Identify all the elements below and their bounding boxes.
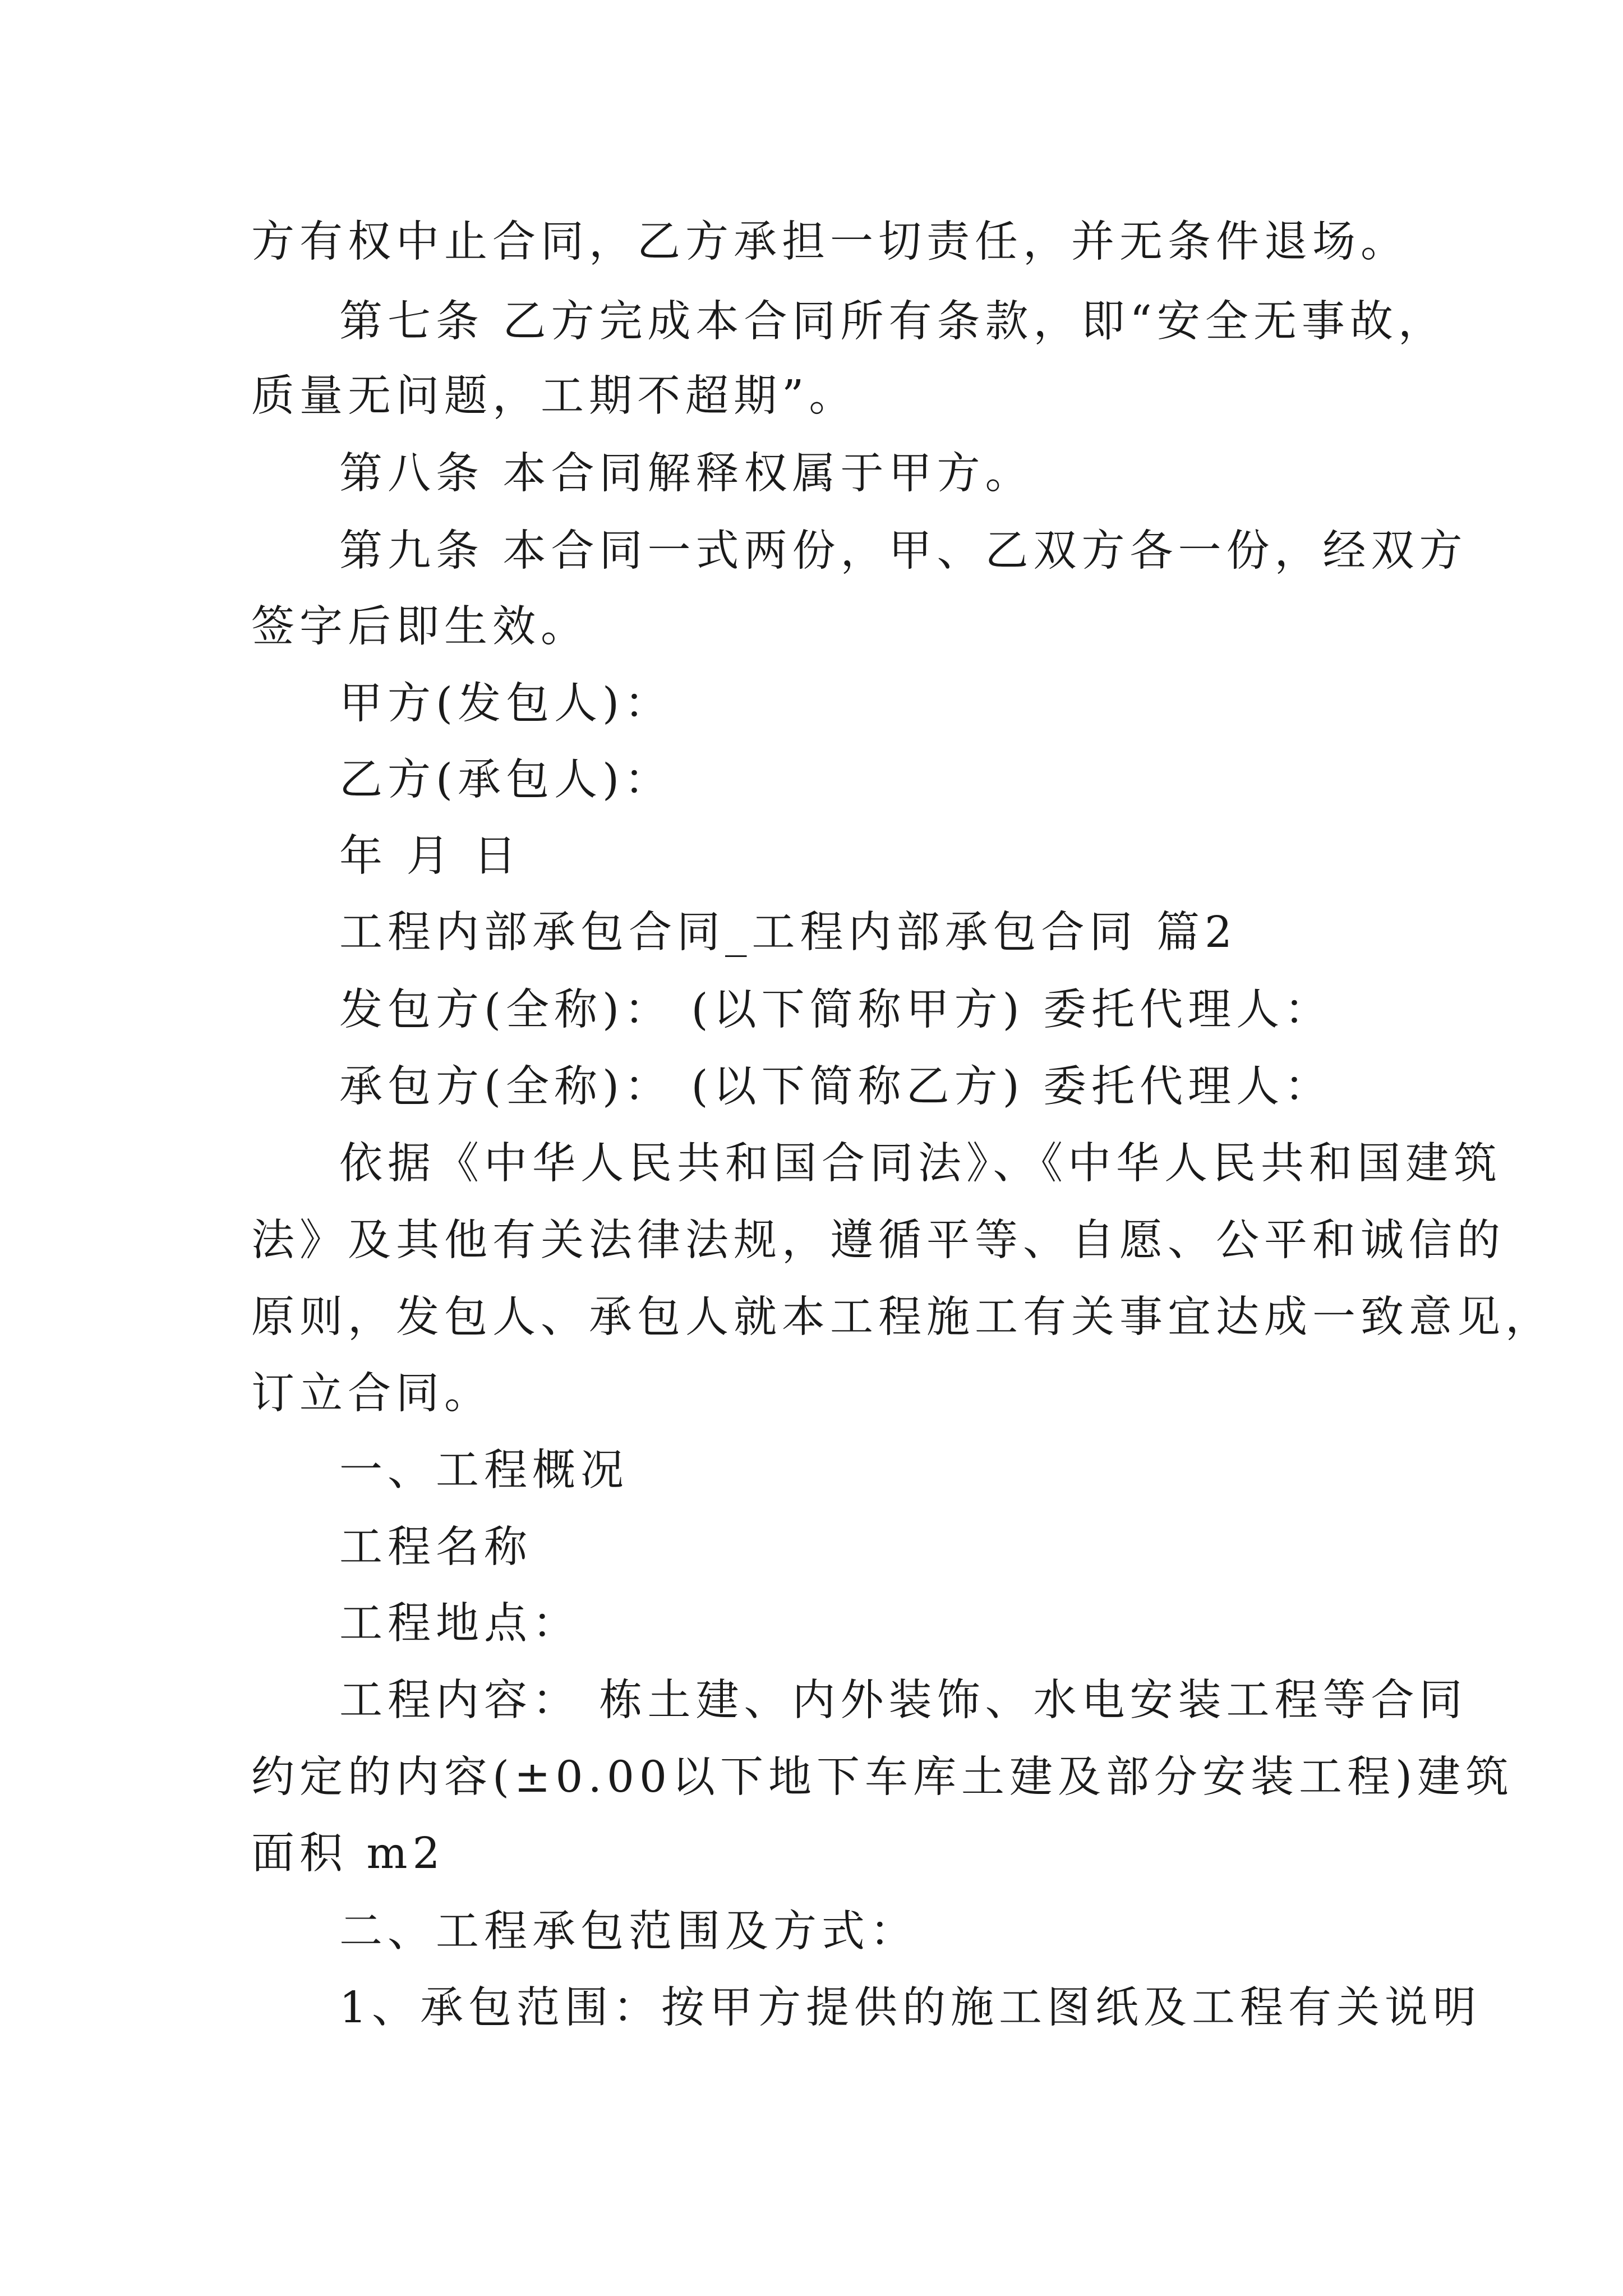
project-name-line: 工程名称 [339, 1522, 532, 1572]
paragraph-line: 方有权中止合同，乙方承担一切责任，并无条件退场。 [251, 217, 1409, 267]
party-a-signature-line: 甲方(发包人)： [339, 679, 673, 729]
party-b-signature-line: 乙方(承包人)： [339, 755, 673, 805]
contractor-line: 承包方(全称)： (以下简称乙方) 委托代理人： [339, 1062, 1333, 1112]
paragraph-line: 面积 m2 [251, 1829, 445, 1879]
paragraph-line: 法》及其他有关法律法规，遵循平等、自愿、公平和诚信的 [251, 1216, 1505, 1266]
section-title: 工程内部承包合同_工程内部承包合同 篇2 [339, 908, 1237, 958]
paragraph-line: 原则，发包人、承包人就本工程施工有关事宜达成一致意见， [251, 1292, 1553, 1342]
heading-project-overview: 一、工程概况 [339, 1446, 629, 1496]
paragraph-line: 质量无问题，工期不超期”。 [251, 371, 857, 421]
article-seven-line: 第七条 乙方完成本合同所有条款，即“安全无事故， [339, 297, 1446, 347]
article-eight-line: 第八条 本合同解释权属于甲方。 [339, 449, 1034, 499]
paragraph-line: 签字后即生效。 [251, 602, 589, 652]
project-location-line: 工程地点： [339, 1599, 580, 1649]
date-line: 年 月 日 [339, 831, 522, 881]
project-content-line: 工程内容： 栋土建、内外装饰、水电安装工程等合同 [339, 1676, 1468, 1726]
article-nine-line: 第九条 本合同一式两份，甲、乙双方各一份，经双方 [339, 526, 1468, 576]
preamble-line: 依据《中华人民共和国合同法》、《中华人民共和国建筑 [339, 1139, 1502, 1189]
scope-line: 1、承包范围：按甲方提供的施工图纸及工程有关说明 [339, 1983, 1481, 2033]
heading-scope-and-method: 二、工程承包范围及方式： [339, 1907, 918, 1957]
employer-line: 发包方(全称)： (以下简称甲方) 委托代理人： [339, 985, 1333, 1035]
paragraph-line: 订立合同。 [251, 1369, 492, 1419]
paragraph-line: 约定的内容(±0.00以下地下车库土建及部分安装工程)建筑 [251, 1752, 1514, 1802]
